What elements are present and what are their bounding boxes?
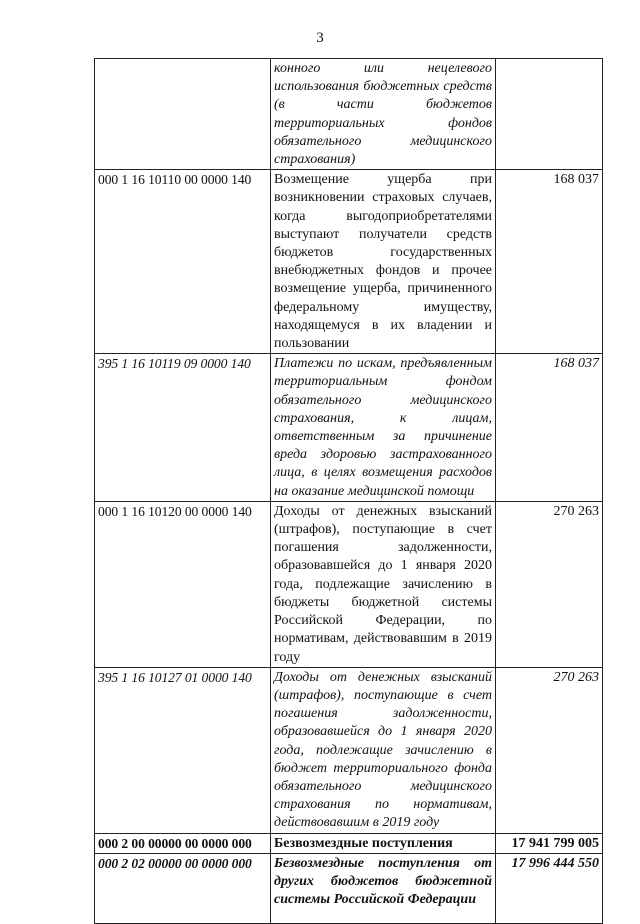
row-code: 395 1 16 10119 09 0000 140 (95, 354, 271, 502)
row-amount: 168 037 (496, 170, 603, 354)
row-name: Возмещение ущерба при возникновении страховых случаев, когда выгодоприобретателями выступают получатели средств бюджетов государственных внебюджетных фондов и прочее возмещение ущерба, причиненного федеральному имуществу, находящемуся в их владении и пользовании (271, 170, 496, 354)
row-code: 000 2 02 00000 00 0000 000 (95, 853, 271, 923)
row-amount: 270 263 (496, 667, 603, 833)
table-row (95, 354, 603, 502)
row-code: 000 1 16 10120 00 0000 140 (95, 501, 271, 667)
row-amount: 270 263 (496, 501, 603, 667)
budget-revenue-table (94, 58, 603, 924)
row-name: конного или нецелевого использования бюджетных средств (в части бюджетов территориальных фондов обязательного медицинского страхования) (271, 59, 496, 170)
row-code: 000 2 00 00000 00 0000 000 (95, 833, 271, 853)
row-amount: 17 941 799 005 (496, 833, 603, 853)
row-code: 395 1 16 10127 01 0000 140 (95, 667, 271, 833)
table-row (95, 833, 603, 853)
row-code: 000 1 16 10110 00 0000 140 (95, 170, 271, 354)
row-name: Платежи по искам, предъявленным территориальным фондом обязательного медицинского страхования, к лицам, ответственным за причинение вреда здоровью застрахованного лица, в целях возмещения расходов на оказание медицинской помощи (271, 354, 496, 502)
row-amount (496, 59, 603, 170)
table-row (95, 501, 603, 667)
table-row (95, 59, 603, 170)
table-row (95, 667, 603, 833)
page-number: 3 (316, 30, 324, 46)
row-code (95, 59, 271, 170)
row-amount: 17 996 444 550 (496, 853, 603, 923)
row-amount: 168 037 (496, 354, 603, 502)
table-row (95, 170, 603, 354)
row-name: Безвозмездные поступления (271, 833, 496, 853)
table-row (95, 853, 603, 923)
row-name: Доходы от денежных взысканий (штрафов), поступающие в счет погашения задолженности, образовавшейся до 1 января 2020 года, подлежащие зачислению в бюджет территориального фонда обязательного медицинского страхования по нормативам, действовавшим в 2019 году (271, 667, 496, 833)
row-name: Безвозмездные поступления от других бюджетов бюджетной системы Российской Федерации (271, 853, 496, 923)
row-name: Доходы от денежных взысканий (штрафов), поступающие в счет погашения задолженности, образовавшейся до 1 января 2020 года, подлежащие зачислению в бюджеты бюджетной системы Российской Федерации, по нормативам, действовавшим в 2019 году (271, 501, 496, 667)
